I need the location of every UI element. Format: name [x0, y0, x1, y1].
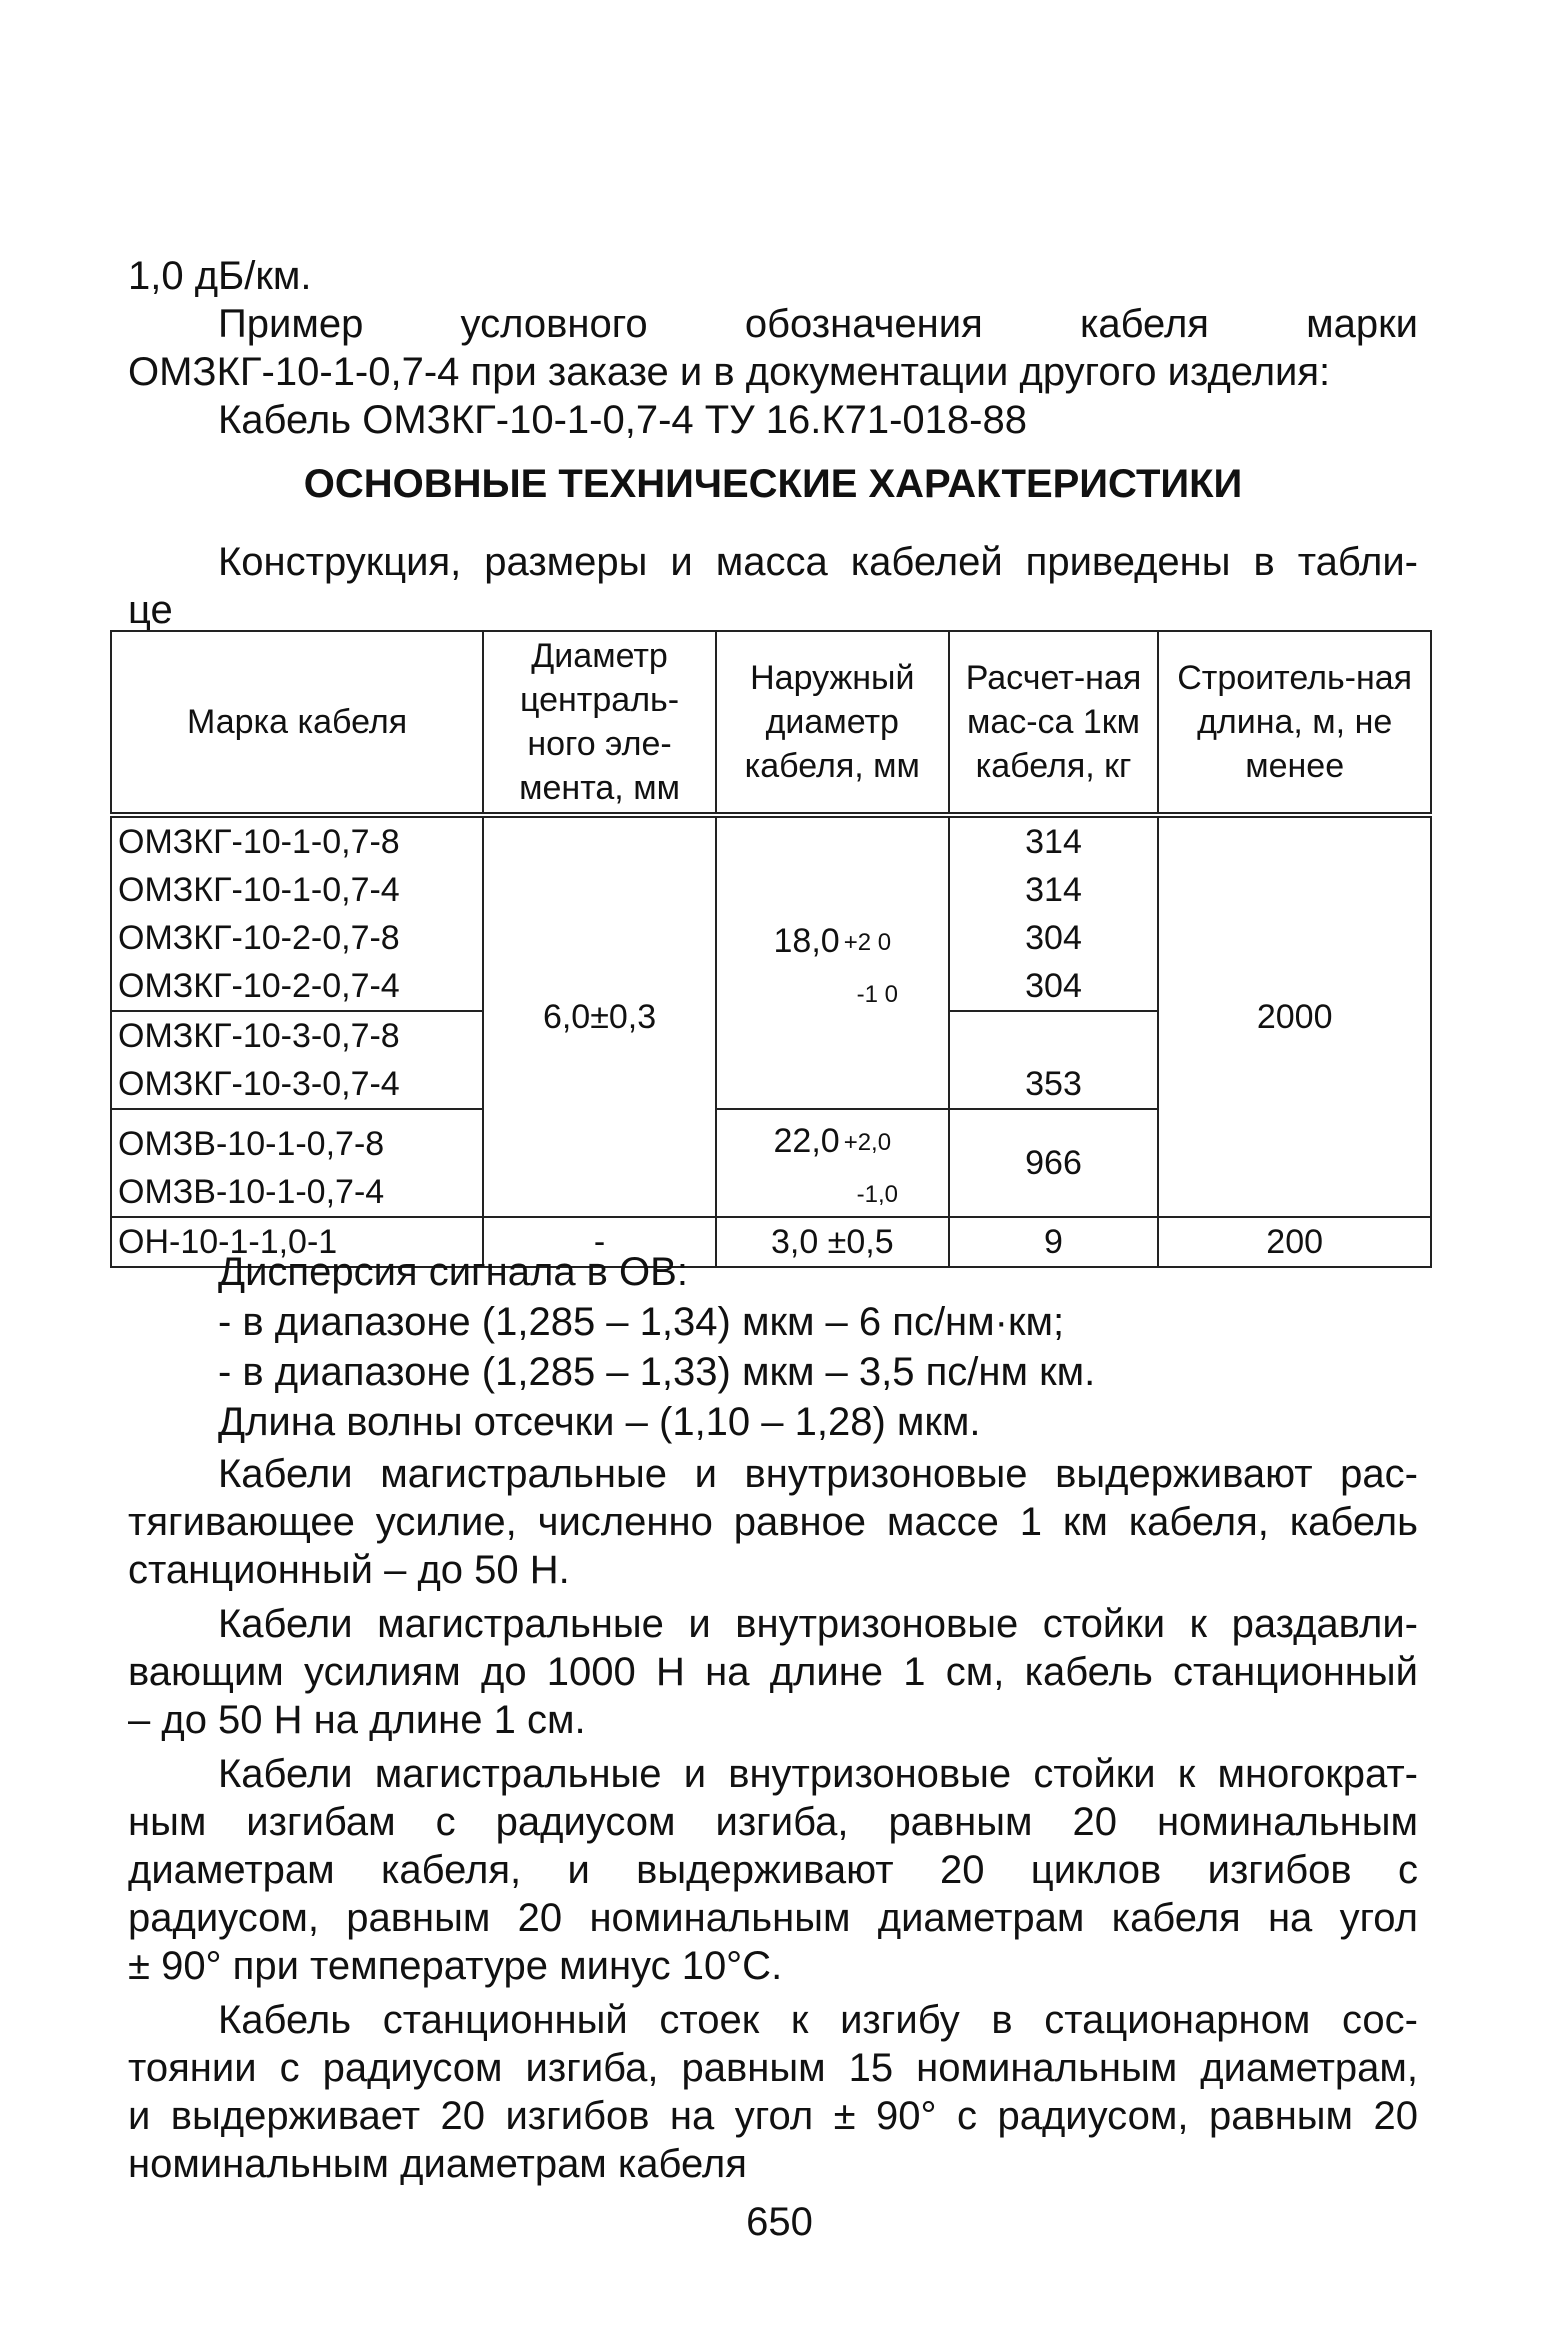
cable-spec-table [110, 630, 1432, 1268]
cell-mass: 304 [949, 914, 1159, 962]
body-line: ± 90° при температуре минус 10°С. [128, 1944, 783, 1988]
cell-mass [949, 1011, 1159, 1109]
outer-a-plus: +2 0 [843, 929, 892, 956]
outer-b-minus: -1,0 [856, 1181, 898, 1208]
page-number: 650 [746, 2200, 813, 2244]
body-line: ным изгибам с радиусом изгиба, равным 20 номинальным [128, 1800, 1418, 1844]
cell-mark: ОМЗВ-10-1-0,7-4 [111, 1168, 483, 1217]
cell-mark: ОМЗКГ-10-1-0,7-4 [111, 866, 483, 914]
cell-mark: ОМЗКГ-10-3-0,7-4 [111, 1060, 483, 1109]
cell-length: 2000 [1158, 815, 1431, 1217]
outer-b-plus: +2,0 [843, 1129, 892, 1156]
cell-mass: 966 [949, 1109, 1159, 1217]
body-line: тоянии с радиусом изгиба, равным 15 номинальным диаметрам, [128, 2046, 1418, 2090]
body-line: Кабели магистральные и внутризоновые стойки к раздавли- [218, 1602, 1418, 1646]
text-line-1: 1,0 дБ/км. [128, 254, 312, 298]
table-header-row [111, 631, 1431, 815]
outer-a-minus: -1 0 [856, 981, 898, 1008]
header-mass: Расчет-ная мас-са 1км кабеля, кг [949, 631, 1159, 815]
cell-length: 200 [1158, 1217, 1431, 1267]
cell-mass: 314 [949, 866, 1159, 914]
cell-mark: ОМЗКГ-10-2-0,7-4 [111, 962, 483, 1011]
cell-mass: 314 [949, 815, 1159, 866]
header-diam-central: Диаметр централь-ного эле-мента, мм [483, 631, 716, 815]
text-line-3: ОМЗКГ-10-1-0,7-4 при заказе и в документации другого изделия: [128, 350, 1331, 394]
body-line: Кабели магистральные и внутризоновые стойки к многократ- [218, 1752, 1418, 1796]
cell-mass: 304 [949, 962, 1159, 1011]
body-line: и выдерживает 20 изгибов на угол ± 90° с радиусом, равным 20 [128, 2094, 1418, 2138]
header-length: Строитель-ная длина, м, не менее [1158, 631, 1431, 815]
body-line: Кабель станционный стоек к изгибу в стационарном сос- [218, 1998, 1418, 2042]
cell-diam-central: - [483, 1217, 716, 1267]
body-line: тягивающее усилие, численно равное массе 1 км кабеля, кабель [128, 1500, 1418, 1544]
cell-mark: ОМЗВ-10-1-0,7-8 [111, 1109, 483, 1168]
body-line: Длина волны отсечки – (1,10 – 1,28) мкм. [218, 1400, 981, 1444]
body-line: радиусом, равным 20 номинальным диаметрам кабеля на угол [128, 1896, 1418, 1940]
body-line: номинальным диаметрам кабеля [128, 2142, 747, 2186]
cell-mark: ОМЗКГ-10-2-0,7-8 [111, 914, 483, 962]
mass-value: 353 [1025, 1065, 1082, 1103]
text-line-4: Кабель ОМЗКГ-10-1-0,7-4 ТУ 16.К71-018-88 [218, 398, 1027, 442]
body-line: - в диапазоне (1,285 – 1,33) мкм – 3,5 пс/нм км. [218, 1350, 1096, 1394]
text-line-5: Конструкция, размеры и масса кабелей приведены в табли- [218, 540, 1418, 584]
cell-diam-outer-b [716, 1109, 949, 1217]
cell-mark: ОМЗКГ-10-3-0,7-8 [111, 1011, 483, 1060]
outer-b-value: 22,0 [773, 1122, 840, 1160]
cell-mark: ОН-10-1-1,0-1 [111, 1217, 483, 1267]
header-mark: Марка кабеля [111, 631, 483, 815]
body-line: станционный – до 50 Н. [128, 1548, 570, 1592]
body-line: вающим усилиям до 1000 Н на длине 1 см, кабель станционный [128, 1650, 1418, 1694]
section-heading: ОСНОВНЫЕ ТЕХНИЧЕСКИЕ ХАРАКТЕРИСТИКИ [303, 462, 1243, 506]
table-row [111, 815, 1431, 866]
outer-a-value: 18,0 [773, 922, 840, 960]
body-line: – до 50 Н на длине 1 см. [128, 1698, 586, 1742]
cell-diam-outer-a [716, 815, 949, 1109]
cell-mark: ОМЗКГ-10-1-0,7-8 [111, 815, 483, 866]
body-line: Дисперсия сигнала в ОВ: [218, 1250, 688, 1294]
cell-diam-central: 6,0±0,3 [483, 815, 716, 1217]
body-line: диаметрам кабеля, и выдерживают 20 циклов изгибов с [128, 1848, 1418, 1892]
body-line: Кабели магистральные и внутризоновые выдерживают рас- [218, 1452, 1418, 1496]
cell-diam-outer: 3,0 ±0,5 [716, 1217, 949, 1267]
header-diam-outer: Наружный диаметр кабеля, мм [716, 631, 949, 815]
text-line-6: це [128, 588, 173, 632]
cell-mass: 9 [949, 1217, 1159, 1267]
text-line-2: Пример условного обозначения кабеля марки [218, 302, 1418, 346]
body-line: - в диапазоне (1,285 – 1,34) мкм – 6 пс/нм·км; [218, 1300, 1065, 1344]
